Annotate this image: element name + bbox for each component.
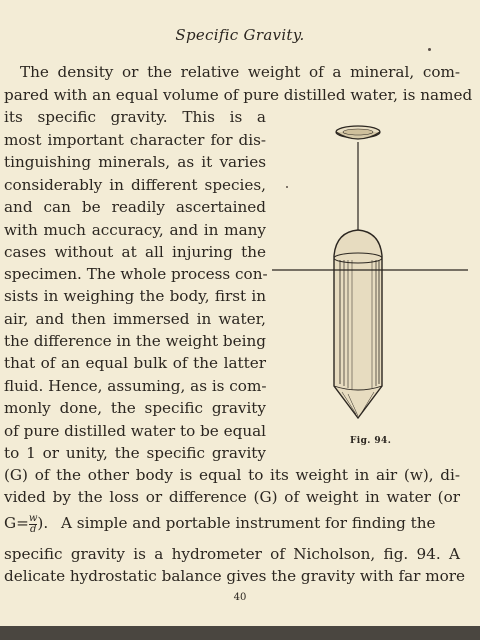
formula-prefix: G= <box>4 514 29 532</box>
text-line: cases without at all injuring the <box>4 243 266 261</box>
text-line: its specific gravity. This is a <box>4 108 266 126</box>
text-line: to 1 or unity, the specific gravity <box>4 444 266 462</box>
text-line: A simple and portable instrument for finding the <box>61 514 436 532</box>
text-line: (G) of the other body is equal to its weight in air (w), di- <box>4 466 460 484</box>
formula-denominator: d <box>29 523 37 535</box>
text-line: the difference in the weight being <box>4 332 266 350</box>
paper-speck <box>286 186 288 188</box>
text-line: specific gravity is a hydrometer of Nicholson, fig. 94. A <box>4 545 460 563</box>
text-line: with much accuracy, and in many <box>4 221 266 239</box>
text-line: considerably in different species, <box>4 176 266 194</box>
figure-caption: Fig. 94. <box>350 436 392 446</box>
text-line: specimen. The whole process con- <box>4 265 268 283</box>
paper-speck <box>428 48 431 51</box>
text-line: most important character for dis- <box>4 131 266 149</box>
text-line: fluid. Hence, assuming, as is com- <box>4 377 267 395</box>
formula-suffix: ). <box>37 514 49 532</box>
formula-numerator: w <box>28 512 38 524</box>
text-line: vided by the loss or difference (G) of weight in water (or <box>4 488 460 506</box>
running-heading: Specific Gravity. <box>175 26 305 44</box>
text-line: of pure distilled water to be equal <box>4 422 267 440</box>
text-line: monly done, the specific gravity <box>4 399 266 417</box>
nicholson-hydrometer-figure <box>270 118 470 458</box>
hydrometer-float <box>334 230 382 418</box>
text-line: delicate hydrostatic balance gives the gravity with far more <box>4 567 466 585</box>
text-line: and can be readily ascertained <box>4 198 266 216</box>
bottom-edge <box>0 626 480 640</box>
page-number: 40 <box>233 592 247 603</box>
text-line: that of an equal bulk of the latter <box>4 354 266 372</box>
text-line: sists in weighing the body, first in <box>4 287 266 305</box>
text-line: air, and then immersed in water, <box>4 310 266 328</box>
hydrometer-pan <box>336 126 380 139</box>
text-line: pared with an equal volume of pure distilled water, is named <box>4 86 473 104</box>
formula-line <box>4 513 460 535</box>
text-line: tinguishing minerals, as it varies <box>4 153 266 171</box>
text-line: The density or the relative weight of a mineral, com- <box>20 63 460 81</box>
